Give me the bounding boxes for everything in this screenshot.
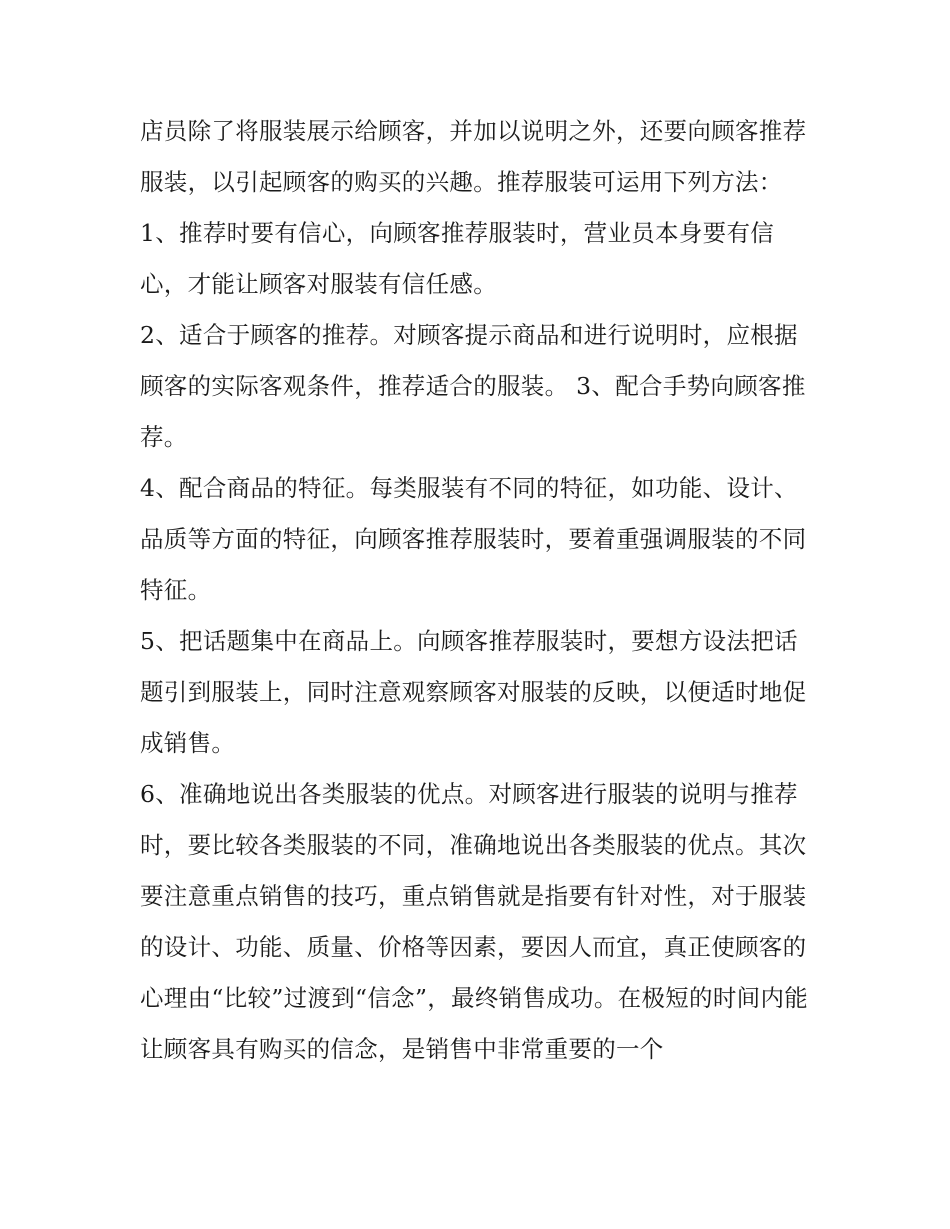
document-body	[140, 106, 820, 1075]
paragraph-item-2-3: 2、适合于顾客的推荐。对顾客提示商品和进行说明时，应根据顾客的实际客观条件，推荐适合的服装。 3、配合手势向顾客推荐。	[140, 321, 806, 451]
paragraph-intro: 店员除了将服装展示给顾客，并加以说明之外，还要向顾客推荐服装，以引起顾客的购买的兴趣。推荐服装可运用下列方法：	[140, 117, 807, 196]
paragraph-item-5: 5、把话题集中在商品上。向顾客推荐服装时，要想方设法把话题引到服装上，同时注意观察顾客对服装的反映，以便适时地促成销售。	[140, 627, 807, 757]
paragraph-item-4: 4、配合商品的特征。每类服装有不同的特征，如功能、设计、品质等方面的特征，向顾客推荐服装时，要着重强调服装的不同特征。	[140, 474, 807, 604]
paragraph-item-6: 6、准确地说出各类服装的优点。对顾客进行服装的说明与推荐时，要比较各类服装的不同，准确地说出各类服装的优点。其次要注意重点销售的技巧，重点销售就是指要有针对性，对于服装的设计、功能、质量、价格等因素，要因人而宜，真正使顾客的心理由“比较”过渡到“信念”，最终销售成功。在极短的时间内能让顾客具有购买的信念，是销售中非常重要的一个	[140, 780, 809, 1063]
paragraph-item-1: 1、推荐时要有信心，向顾客推荐服装时，营业员本身要有信心，才能让顾客对服装有信任感。	[140, 219, 775, 298]
